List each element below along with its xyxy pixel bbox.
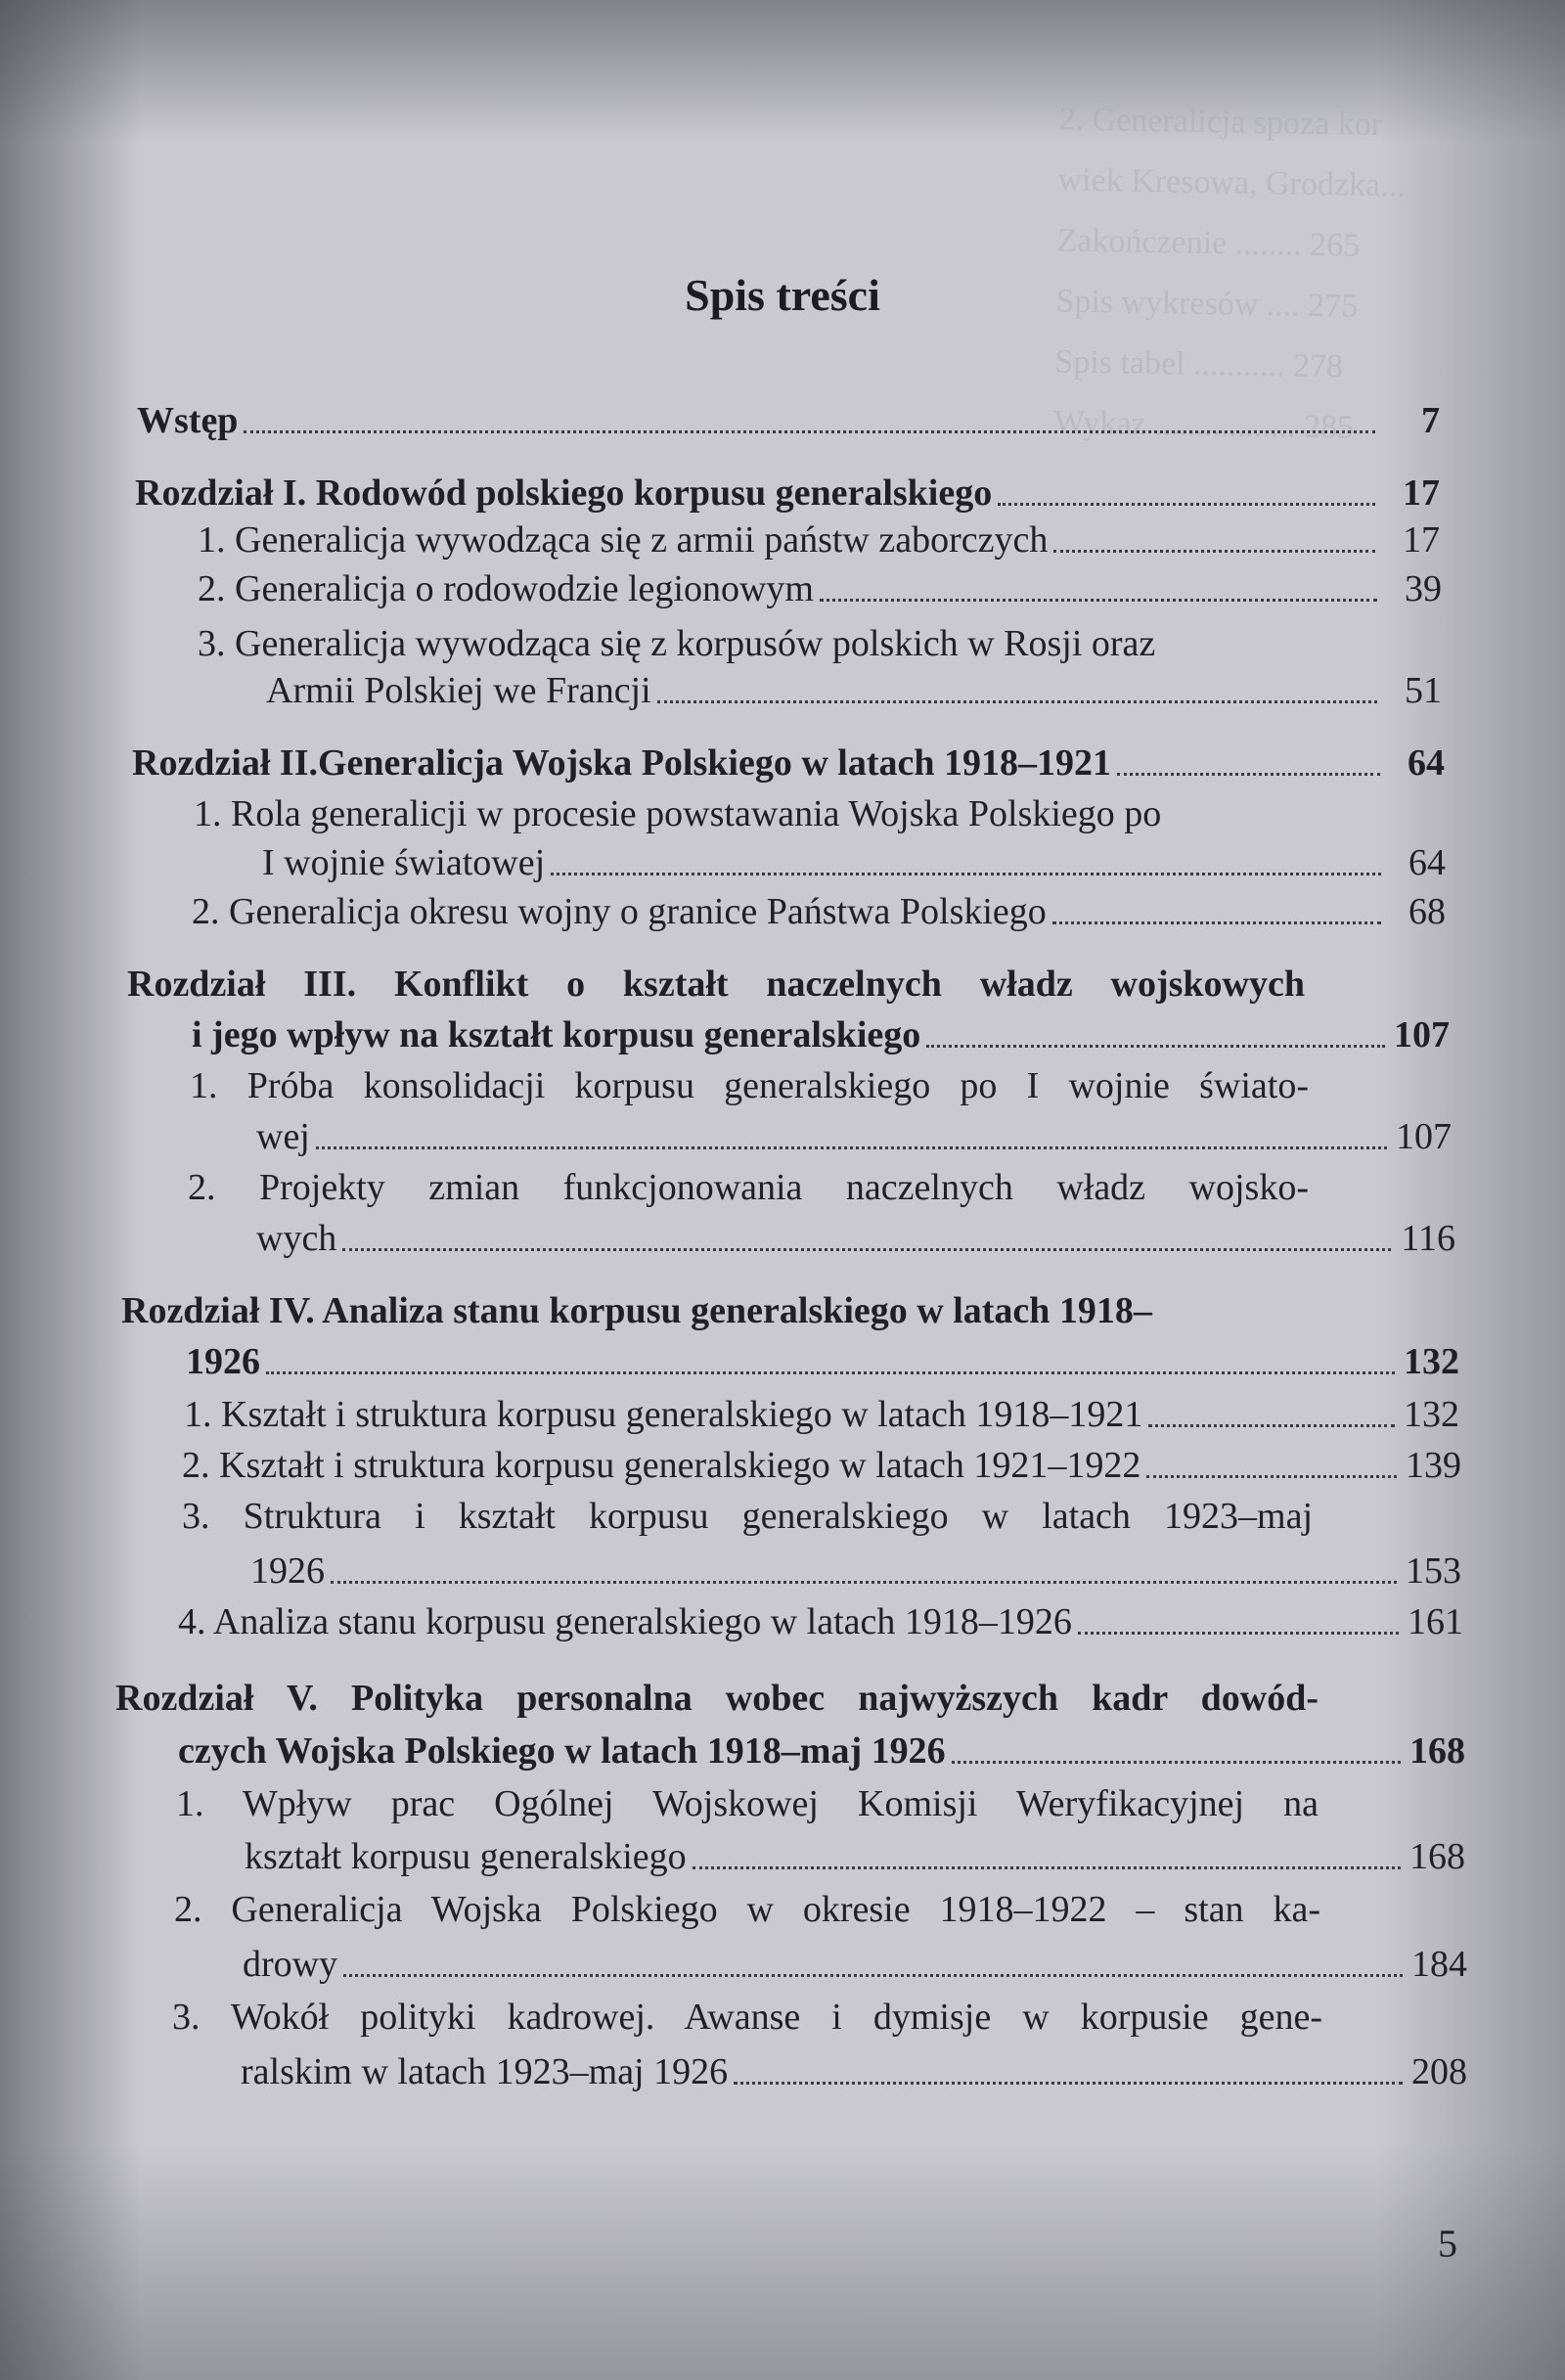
ghost-line: 2. Generalicja spoza kor — [1058, 101, 1383, 144]
toc-page-number: 17 — [1403, 472, 1440, 514]
dot-leader — [1052, 921, 1381, 924]
toc-page-number: 168 — [1409, 1730, 1465, 1772]
toc-entry-section — [192, 890, 1446, 933]
toc-line-continued: 1. Próba konsolidacji korpusu generalskiego po I wojnie świato- — [190, 1065, 1309, 1106]
dot-leader — [551, 873, 1381, 876]
dot-leader — [1117, 773, 1380, 776]
dot-leader — [342, 1248, 1391, 1251]
dot-leader — [693, 1866, 1401, 1869]
toc-entry-title: wej — [256, 1116, 310, 1157]
dot-leader — [316, 1146, 1387, 1149]
toc-page-number: 153 — [1406, 1550, 1461, 1592]
toc-page-number: 7 — [1421, 400, 1440, 441]
ghost-line: Spis wykresów .... 275 — [1055, 283, 1359, 325]
toc-entry-section — [266, 669, 1442, 712]
toc-line-continued: Rozdział IV. Analiza stanu korpusu generalskiego w latach 1918– — [121, 1290, 1152, 1331]
toc-entry-section — [182, 1444, 1461, 1487]
toc-entry-title: Rozdział II.Generalicja Wojska Polskiego w latach 1918–1921 — [132, 742, 1111, 784]
dot-leader — [1148, 1424, 1395, 1427]
dot-leader — [331, 1581, 1397, 1584]
toc-page-number: 17 — [1403, 519, 1440, 561]
dot-leader — [820, 599, 1377, 602]
toc-entry-title: 1926 — [186, 1341, 260, 1382]
toc-entry-title: 2. Generalicja okresu wojny o granice Państwa Polskiego — [192, 891, 1047, 932]
toc-page-number: 39 — [1405, 568, 1442, 609]
toc-entry-chapter-4 — [186, 1340, 1459, 1383]
toc-entry-section — [243, 1943, 1467, 1986]
toc-page-number: 64 — [1408, 842, 1446, 883]
toc-entry-section — [241, 2050, 1467, 2093]
toc-entry-title: czych Wojska Polskiego w latach 1918–maj 1926 — [178, 1730, 946, 1772]
toc-page-number: 132 — [1404, 1341, 1459, 1382]
toc-entry-title: 4. Analiza stanu korpusu generalskiego w latach 1918–1926 — [178, 1601, 1072, 1642]
toc-entry-chapter-1 — [135, 472, 1440, 515]
toc-entry-title: drowy — [243, 1944, 338, 1985]
toc-line-continued: 1. Wpływ prac Ogólnej Wojskowej Komisji Weryfikacyjnej na — [176, 1783, 1319, 1824]
toc-entry-section — [245, 1835, 1465, 1878]
toc-page-number: 51 — [1405, 670, 1442, 711]
toc-line-continued: Rozdział III. Konflikt o kształt naczelnych władz wojskowych — [127, 964, 1305, 1005]
toc-page-number: 68 — [1408, 891, 1446, 932]
toc-entry-title: 2. Kształt i struktura korpusu generalskiego w latach 1921–1922 — [182, 1445, 1141, 1486]
dot-leader — [343, 1974, 1403, 1977]
toc-page-number: 64 — [1408, 742, 1445, 784]
toc-page-number: 184 — [1411, 1944, 1467, 1985]
toc-page-number: 139 — [1406, 1445, 1461, 1486]
dot-leader — [1146, 1475, 1397, 1478]
toc-page-number: 132 — [1404, 1394, 1459, 1435]
toc-entry-chapter-5 — [178, 1729, 1465, 1773]
toc-entry-title: Rozdział I. Rodowód polskiego korpusu generalskiego — [135, 472, 993, 514]
toc-page-number: 208 — [1411, 2051, 1467, 2092]
toc-line-continued: 3. Struktura i kształt korpusu generalskiego w latach 1923–maj — [182, 1496, 1313, 1537]
toc-entry-section — [178, 1600, 1463, 1643]
toc-entry-title: i jego wpływ na kształt korpusu generalskiego — [192, 1014, 921, 1055]
ghost-line: wiek Kresowa, Grodzka... — [1057, 161, 1406, 204]
dot-leader — [657, 700, 1377, 703]
toc-entry-title: 1. Generalicja wywodząca się z armii państw zaborczych — [198, 519, 1049, 561]
toc-page-number: 107 — [1396, 1116, 1452, 1157]
dot-leader — [1078, 1632, 1399, 1635]
toc-line-continued: Rozdział V. Polityka personalna wobec najwyższych kadr dowód- — [115, 1678, 1319, 1719]
toc-line-continued: 2. Generalicja Wojska Polskiego w okresie 1918–1922 – stan ka- — [174, 1889, 1320, 1930]
toc-entry-title: 1926 — [250, 1550, 325, 1592]
toc-page-number: 168 — [1409, 1836, 1465, 1877]
toc-entry-section — [198, 567, 1442, 610]
toc-page-number: 107 — [1394, 1014, 1450, 1055]
toc-page-number: 116 — [1401, 1218, 1455, 1259]
toc-line-continued: 1. Rola generalicji w procesie powstawania Wojska Polskiego po — [194, 793, 1162, 834]
toc-entry-section — [184, 1393, 1459, 1436]
toc-entry-section — [250, 1549, 1461, 1593]
toc-entry-title: ralskim w latach 1923–maj 1926 — [241, 2051, 729, 2092]
dot-leader — [734, 2082, 1403, 2085]
toc-line-continued: 2. Projekty zmian funkcjonowania naczelnych władz wojsko- — [188, 1167, 1309, 1208]
ghost-line: Wykaz ................. 285 — [1053, 404, 1355, 446]
dot-leader — [1053, 550, 1375, 553]
toc-entry-title: kształt korpusu generalskiego — [245, 1836, 687, 1877]
toc-entry-section — [198, 518, 1440, 561]
dot-leader — [926, 1045, 1385, 1048]
toc-entry-title: 2. Generalicja o rodowodzie legionowym — [198, 568, 814, 609]
page-title: Spis treści — [685, 270, 880, 320]
toc-entry-title: Wstęp — [137, 400, 239, 441]
dot-leader — [266, 1371, 1395, 1374]
dot-leader — [952, 1761, 1401, 1764]
toc-entry-section — [256, 1115, 1452, 1158]
page-number: 5 — [1438, 2222, 1457, 2266]
toc-entry-title: Armii Polskiej we Francji — [266, 670, 651, 711]
toc-entry-chapter-3 — [192, 1013, 1450, 1056]
toc-entry-section — [256, 1217, 1455, 1260]
ghost-line: Spis tabel ........... 278 — [1054, 343, 1344, 385]
toc-entry-title: I wojnie światowej — [262, 842, 546, 883]
ghost-line: Zakończenie ........ 265 — [1056, 222, 1361, 264]
toc-entry-wstep — [137, 399, 1440, 442]
dot-leader — [244, 430, 1375, 433]
toc-line-continued: 3. Wokół polityki kadrowej. Awanse i dymisje w korpusie gene- — [172, 1997, 1322, 2038]
toc-entry-title: wych — [256, 1218, 337, 1259]
dot-leader — [998, 503, 1375, 506]
toc-entry-chapter-2 — [132, 741, 1445, 785]
toc-line-continued: 3. Generalicja wywodząca się z korpusów polskich w Rosji oraz — [198, 623, 1156, 664]
toc-entry-title: 1. Kształt i struktura korpusu generalskiego w latach 1918–1921 — [184, 1394, 1143, 1435]
toc-page-number: 161 — [1408, 1601, 1463, 1642]
toc-entry-section — [262, 841, 1446, 884]
